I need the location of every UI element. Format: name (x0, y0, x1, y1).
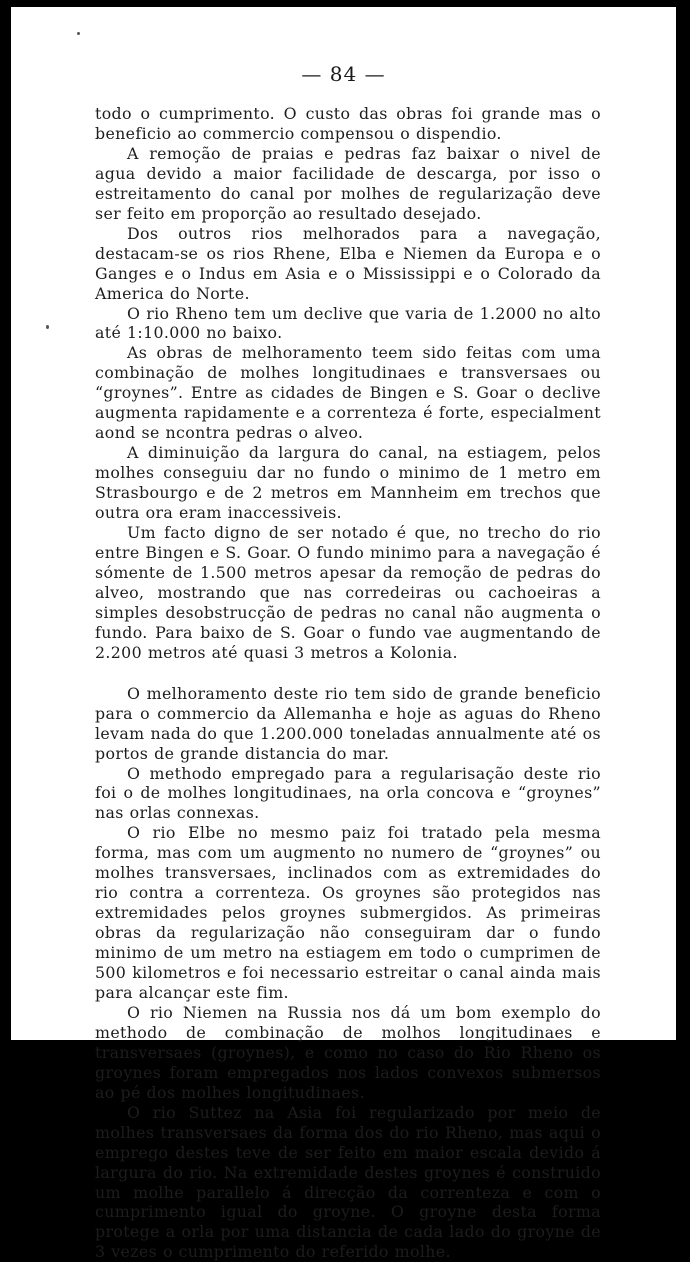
body-text (95, 104, 601, 1262)
paragraph: O rio Suttez na Asia foi regularizado por meio de molhes transversaes da forma dos do rio Rheno, mas aqui o emprego destes teve de ser feito em maior escala devido á largura do rio. Na extremidade destes groynes é construido um molhe parallelo á direcção da correnteza e com o cumprimento igual do groyne. O groyne desta forma protege a orla por uma distancia de cada lado do groyne de 3 vezes o cumprimento do referido molhe. (95, 1102, 601, 1262)
paragraph: Um facto digno de ser notado é que, no trecho do rio entre Bingen e S. Goar. O fundo minimo para a navegação é sómente de 1.500 metros apesar da remoção de pedras do alveo, mostrando que nas corredeiras ou cachoeiras a simples desobstrucção de pedras no canal não augmenta o fundo. Para baixo de S. Goar o fundo vae augmentando de 2.200 metros até quasi 3 metros a Kolonia. (95, 523, 601, 662)
paragraph: todo o cumprimento. O custo das obras foi grande mas o beneficio ao commercio compensou o dispendio. (95, 104, 601, 143)
section-1 (95, 104, 601, 663)
paragraph: O rio Elbe no mesmo paiz foi tratado pela mesma forma, mas com um augmento no numero de “groynes” ou molhes transversaes, inclinados com as extremidades do rio contra a correnteza. Os groynes são protegidos nas extremidades pelos groynes submergidos. As primeiras obras da regularização não conseguiram dar o fundo minimo de um metro na estiagem em todo o cumprimen de 500 kilometros e foi necessario estreitar o canal ainda mais para alcançar este fim. (95, 823, 601, 1002)
paragraph: O rio Rheno tem um declive que varia de 1.2000 no alto até 1:10.000 no baixo. (95, 303, 601, 343)
ink-speck (46, 325, 49, 329)
paragraph: A remoção de praias e pedras faz baixar o nivel de agua devido a maior facilidade de descarga, por isso o estreitamento do canal por molhes de regularização deve ser feito em proporção ao resultado desejado. (95, 143, 601, 223)
paragraph: A diminuição da largura do canal, na estiagem, pelos molhes conseguiu dar no fundo o minimo de 1 metro em Strasbourgo e de 2 metros em Mannheim em trechos que outra ora eram inaccessiveis. (95, 443, 601, 523)
page-number: — 84 — (301, 62, 386, 86)
section-2 (95, 684, 601, 1262)
paragraph: As obras de melhoramento teem sido feitas com uma combinação de molhes longitudinaes e transversaes ou “groynes”. Entre as cidades de Bingen e S. Goar o declive augmenta rapidamente e a correnteza é forte, especialment aond se ncontra pedras o alveo. (95, 343, 601, 443)
ink-speck (77, 32, 80, 35)
section-gap (95, 663, 601, 684)
paragraph: O rio Niemen na Russia nos dá um bom exemplo do methodo de combinação de molhos longitudinaes e transversaes (groynes), e como no caso do Rio Rheno os groynes foram empregados nos lados convexos submersos ao pé dos molhes longitudinaes. (95, 1002, 601, 1102)
paragraph: Dos outros rios melhorados para a navegação, destacam-se os rios Rhene, Elba e Niemen da Europa e o Ganges e o Indus em Asia e o Mississippi e o Colorado da America do Norte. (95, 223, 601, 303)
paragraph: O melhoramento deste rio tem sido de grande beneficio para o commercio da Allemanha e hoje as aguas do Rheno levam nada do que 1.200.000 toneladas annualmente até os portos de grande distancia do mar. (95, 683, 601, 763)
document-page (11, 7, 676, 1262)
paragraph: O methodo empregado para a regularisação deste rio foi o de molhes longitudinaes, na orla concova e “groynes” nas orlas connexas. (95, 763, 601, 823)
